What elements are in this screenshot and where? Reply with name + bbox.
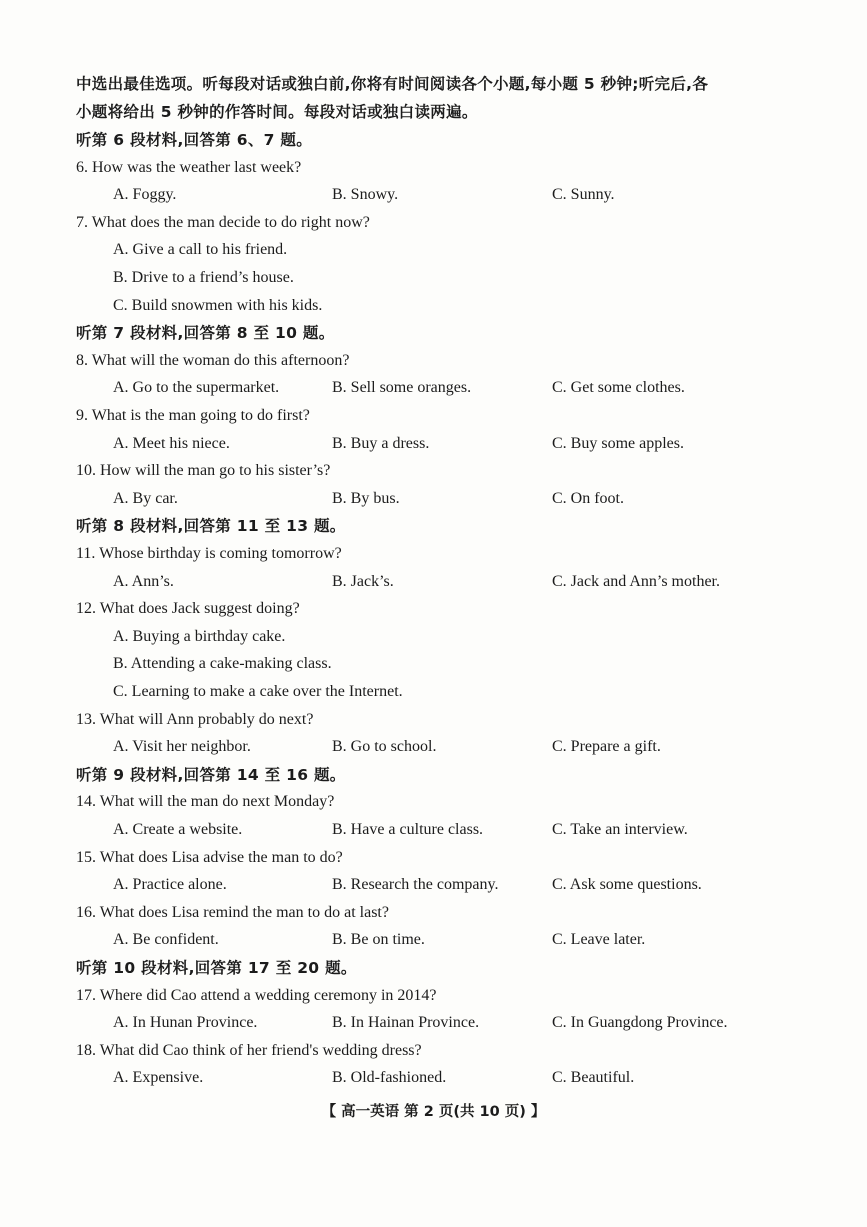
option-line [0,264,867,292]
question-stem [0,788,867,816]
option-c: C. Jack and Ann’s mother. [552,573,720,590]
option-a: A. By car. [113,490,178,507]
option-c: C. Sunny. [552,186,615,203]
question-stem [0,844,867,872]
question-stem-text: 14. What will the man do next Monday? [76,793,335,810]
option-line [0,678,867,706]
question-stem [0,540,867,568]
option-c: C. Build snowmen with his kids. [113,297,323,314]
question-stem-text: 7. What does the man decide to do right now? [76,214,370,231]
question-stem [0,347,867,375]
question-stem [0,982,867,1010]
option-line [0,292,867,320]
option-a: A. Expensive. [113,1069,204,1086]
option-line [0,236,867,264]
option-row [0,181,867,209]
option-b: B. Snowy. [332,186,399,203]
section-header-text: 听第 9 段材料,回答第 14 至 16 题。 [76,766,346,784]
option-row [0,430,867,458]
option-row [0,485,867,513]
question-stem [0,402,867,430]
option-row [0,568,867,596]
option-line [0,623,867,651]
option-b: B. Attending a cake-making class. [113,655,332,672]
option-a: A. Ann’s. [113,573,174,590]
intro-line-2 [0,98,867,126]
option-b: B. Be on time. [332,931,425,948]
question-stem-text: 13. What will Ann probably do next? [76,711,314,728]
option-line [0,650,867,678]
question-stem [0,595,867,623]
option-a: A. Meet his niece. [113,435,230,452]
option-a: A. Be confident. [113,931,219,948]
question-stem-text: 12. What does Jack suggest doing? [76,600,300,617]
option-b: B. Sell some oranges. [332,379,472,396]
option-c: C. Buy some apples. [552,435,684,452]
question-stem-text: 16. What does Lisa remind the man to do at last? [76,904,389,921]
option-b: B. In Hainan Province. [332,1014,480,1031]
section-header-text: 听第 7 段材料,回答第 8 至 10 题。 [76,324,335,342]
question-stem [0,457,867,485]
question-stem [0,1037,867,1065]
option-b: B. Research the company. [332,876,499,893]
section-header-text: 听第 8 段材料,回答第 11 至 13 题。 [76,517,346,535]
option-b: B. By bus. [332,490,400,507]
question-stem-text: 11. Whose birthday is coming tomorrow? [76,545,342,562]
question-stem [0,154,867,182]
intro-text-1: 中选出最佳选项。听每段对话或独白前,你将有时间阅读各个小题,每小题 5 秒钟;听完后,各 [76,75,709,93]
option-a: A. Create a website. [113,821,243,838]
section-header [0,126,867,154]
option-c: C. Beautiful. [552,1069,635,1086]
option-row [0,871,867,899]
option-b: B. Old-fashioned. [332,1069,447,1086]
option-c: C. Ask some questions. [552,876,702,893]
question-stem-text: 18. What did Cao think of her friend's wedding dress? [76,1042,422,1059]
section-header [0,954,867,982]
option-b: B. Buy a dress. [332,435,430,452]
option-a: A. Visit her neighbor. [113,738,251,755]
option-a: A. In Hunan Province. [113,1014,258,1031]
question-stem [0,706,867,734]
option-b: B. Jack’s. [332,573,394,590]
option-row [0,733,867,761]
option-b: B. Drive to a friend’s house. [113,269,294,286]
question-stem [0,899,867,927]
section-header-text: 听第 6 段材料,回答第 6、7 题。 [76,131,313,149]
question-stem-text: 9. What is the man going to do first? [76,407,310,424]
option-row [0,374,867,402]
intro-text-2: 小题将给出 5 秒钟的作答时间。每段对话或独白读两遍。 [76,103,478,121]
option-row [0,1064,867,1092]
option-a: A. Practice alone. [113,876,227,893]
option-c: C. In Guangdong Province. [552,1014,728,1031]
question-stem-text: 8. What will the woman do this afternoon? [76,352,350,369]
option-row [0,816,867,844]
option-c: C. Learning to make a cake over the Internet. [113,683,403,700]
option-c: C. Take an interview. [552,821,688,838]
option-a: A. Give a call to his friend. [113,241,288,258]
section-header-text: 听第 10 段材料,回答第 17 至 20 题。 [76,959,357,977]
option-a: A. Foggy. [113,186,177,203]
question-stem-text: 17. Where did Cao attend a wedding ceremony in 2014? [76,987,437,1004]
page-footer: 【 高一英语 第 2 页(共 10 页) 】 [321,1104,546,1120]
option-a: A. Go to the supermarket. [113,379,280,396]
question-stem-text: 6. How was the weather last week? [76,159,302,176]
question-stem [0,209,867,237]
option-a: A. Buying a birthday cake. [113,628,286,645]
intro-line-1 [0,70,867,98]
option-c: C. Get some clothes. [552,379,685,396]
option-row [0,1009,867,1037]
question-stem-text: 10. How will the man go to his sister’s? [76,462,331,479]
option-c: C. Leave later. [552,931,646,948]
section-header [0,512,867,540]
option-c: C. Prepare a gift. [552,738,661,755]
section-header [0,319,867,347]
option-row [0,926,867,954]
option-b: B. Have a culture class. [332,821,484,838]
option-c: C. On foot. [552,490,624,507]
question-stem-text: 15. What does Lisa advise the man to do? [76,849,343,866]
option-b: B. Go to school. [332,738,437,755]
section-header [0,761,867,789]
